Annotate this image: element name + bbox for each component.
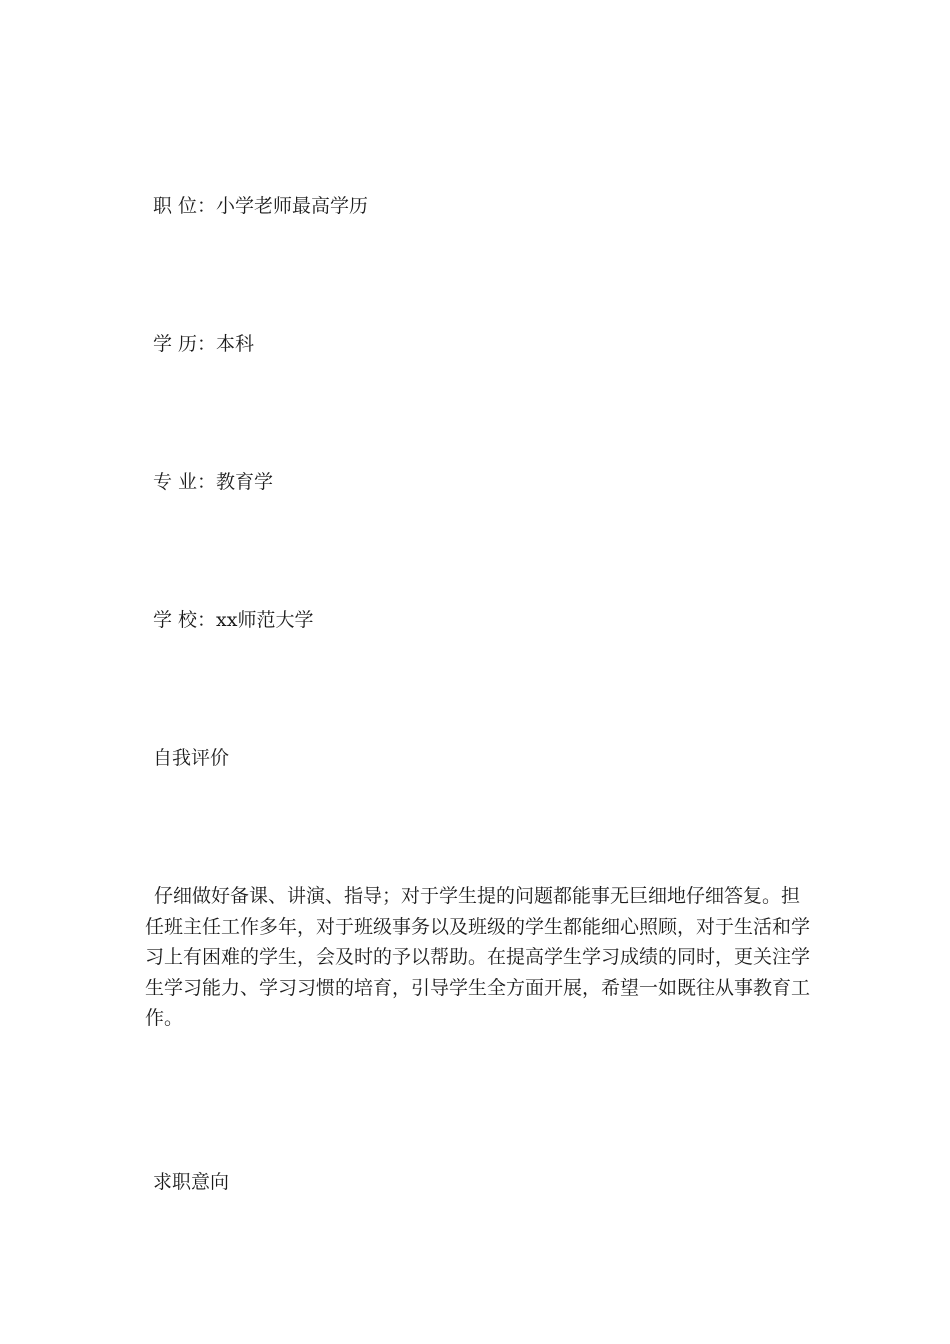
self-evaluation-heading: 自我评价 [153, 747, 230, 769]
education-field: 学 历：本科 [153, 333, 255, 355]
self-evaluation-paragraph: 仔细做好备课、讲演、指导；对于学生提的问题都能事无巨细地仔细答复。担任班主任工作多年，对于班级事务以及班级的学生都能细心照顾，对于生活和学习上有困难的学生，会及时的予以帮助。在提高学生学习成绩的同时，更关注学生学习能力、学习习惯的培育，引导学生全方面开展，希望一如既往从事教育工作。 [145, 885, 811, 1029]
major-field: 专 业：教育学 [153, 471, 274, 493]
school-field: 学 校：xx师范大学 [153, 609, 314, 631]
job-intention-heading: 求职意向 [153, 1171, 230, 1193]
position-field: 职 位：小学老师最高学历 [153, 195, 369, 217]
